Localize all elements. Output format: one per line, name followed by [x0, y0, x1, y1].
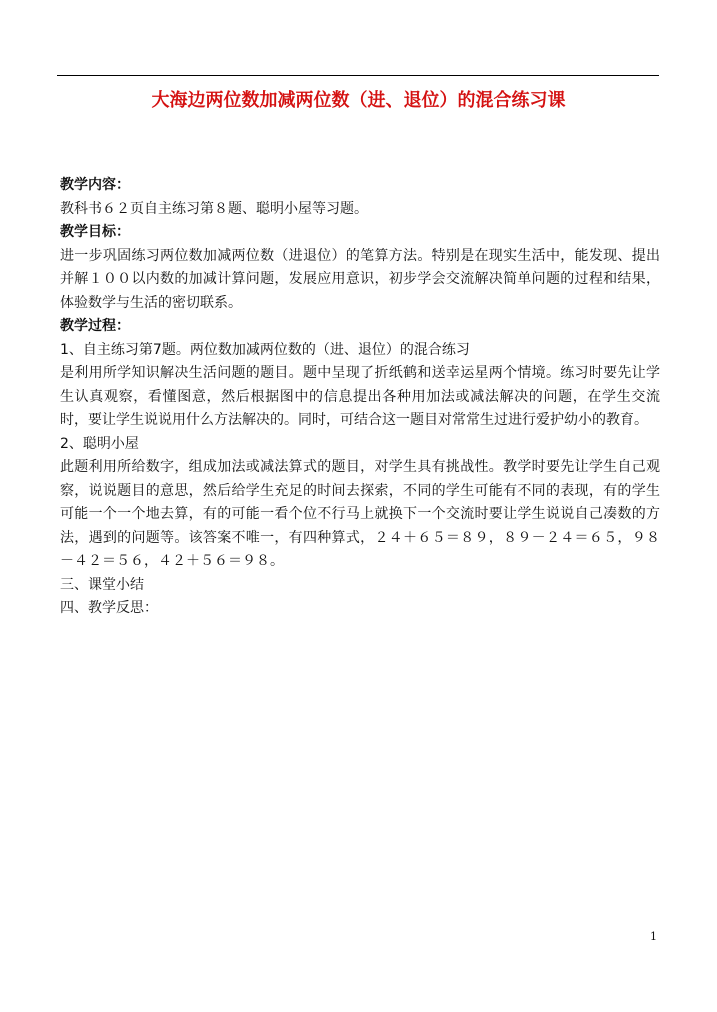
item2-title: 2、聪明小屋	[60, 435, 139, 452]
process-heading: 教学过程：	[60, 318, 130, 334]
item2-text: 此题利用所给数字，组成加法或减法算式的题目，对学生具有挑战性。教学时要先让学生自己观察，说说题目的意思，然后给学生充足的时间去探索，不同的学生可能有不同的表现，有的学生可能一个一个地去算，有的可能一看个位不行马上就换下一个交流时要让学生说说自己凑数的方法，遇到的问题等。该答案不唯一，有四种算式，２４＋６５＝８９，８９－２４＝６５，９８－４２＝５６，４２＋５６＝９８。	[60, 459, 660, 569]
header-rule	[57, 75, 659, 76]
document-body	[60, 174, 660, 621]
item1-text: 是利用所学知识解决生活问题的题目。题中呈现了折纸鹤和送幸运星两个情境。练习时要先让学生认真观察，看懂图意，然后根据图中的信息提出各种用加法或减法解决的问题，在学生交流时，要让学生说说用什么方法解决的。同时，可结合这一题目对常常生过进行爱护幼小的教育。	[60, 365, 660, 428]
item1-title: 1、自主练习第7题。两位数加减两位数的（进、退位）的混合练习	[60, 341, 470, 358]
content-heading: 教学内容：	[60, 177, 130, 193]
content-text: 教科书６２页自主练习第８题、聪明小屋等习题。	[60, 200, 368, 217]
item4-title: 四、教学反思：	[60, 600, 158, 616]
item3-title: 三、课堂小结	[60, 576, 144, 593]
goal-text: 进一步巩固练习两位数加减两位数（进退位）的笔算方法。特别是在现实生活中，能发现、提出并解１００以内数的加减计算问题，发展应用意识，初步学会交流解决简单问题的过程和结果，体验数学与生活的密切联系。	[60, 247, 660, 311]
page-number: 1	[650, 930, 657, 943]
goal-heading: 教学目标：	[60, 224, 130, 240]
document-title: 大海边两位数加减两位数（进、退位）的混合练习课	[151, 90, 566, 111]
